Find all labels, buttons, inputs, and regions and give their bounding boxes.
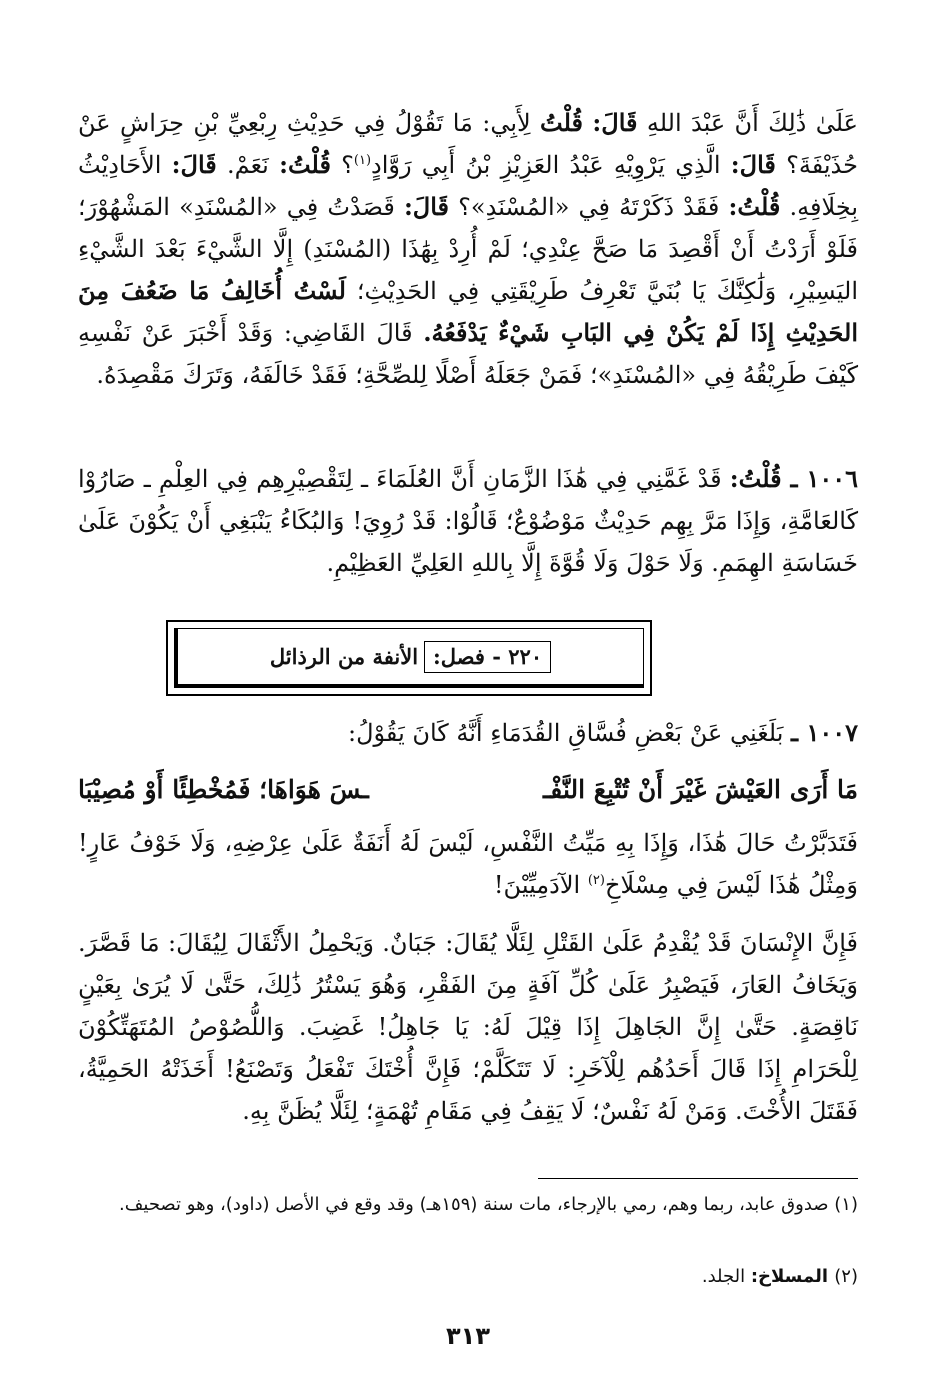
speaker-marker: قُلْتُ (540, 108, 584, 137)
section-heading-inner (174, 628, 644, 688)
paragraph-2: ١٠٠٦ ـ قُلْتُ: قَدْ غَمَّنِي فِي هَٰذَا الزَّمَانِ أَنَّ العُلَمَاءَ ـ لِتَقْصِيْرِهِم فِي العِلْمِ ـ صَارُوْا كَالعَامَّةِ، وَإِذَا مَرَّ بِهِم حَدِيْثٌ مَوْضُوْعٌ؛ قَالُوْا: قَدْ رُوِيَ! وَالبُكَاءُ يَنْبَغِي أَنْ يَكُوْنَ عَلَىٰ خَسَاسَةِ الهِمَمِ. وَلَا حَوْلَ وَلَا قُوَّةَ إِلَّا بِاللهِ العَلِيِّ العَظِيْمِ. (78, 464, 859, 577)
speaker-marker: قُلْتُ: (279, 150, 331, 179)
paragraph-3: ١٠٠٧ ـ بَلَغَنِي عَنْ بَعْضِ فُسَّاقِ القُدَمَاءِ أَنَّهُ كَانَ يَقُوْلُ: (348, 718, 858, 747)
footnote-divider (538, 1178, 858, 1179)
footnote-ref-1[interactable]: (١) (353, 153, 372, 168)
paragraph-4: فَتَدَبَّرْتُ حَالَ هَٰذَا، وَإِذَا بِهِ مَيِّتُ النَّفْسِ، لَيْسَ لَهُ أَنَفَةٌ عَلَىٰ عِرْضِهِ، وَلَا خَوْفُ عَارٍ! وَمِثْلُ هَٰذَا لَيْسَ فِي مِسْلَاخِ$^{(٢)}$ الآدَمِيِّيْنَ! (78, 829, 859, 899)
footnote-1: (١) صدوق عابد، ربما وهم، رمي بالإرجاء، مات سنة (١٥٩هـ) وقد وقع في الأصل (داود)، وهو تصحيف. (119, 1194, 858, 1215)
speaker-marker: قُلْتُ: (729, 464, 791, 493)
section-number: ٢٢٠ - فصل: (424, 641, 551, 673)
section-heading-box (166, 620, 652, 696)
speaker-marker: قَالَ: (171, 150, 217, 179)
verse-hemistich-2: ـسَ هَوَاهَا؛ فَمُخْطِئًا أَوْ مُصِيْبَا (78, 775, 369, 804)
speaker-marker: قَالَ: (730, 150, 776, 179)
page-number: ٣١٣ (446, 1322, 490, 1350)
item-number: ١٠٠٧ ـ (791, 718, 858, 747)
speaker-marker: قَالَ: (403, 192, 450, 221)
footnote-term: المسلاخ: (750, 1266, 835, 1287)
paragraph-5: فَإِنَّ الإِنْسَانَ قَدْ يُقْدِمُ عَلَىٰ القَتْلِ لِئَلَّا يُقَالَ: جَبَانٌ. وَيَحْمِلُ الأَثْقَالَ لِيُقَالَ: مَا قَصَّرَ. وَيَخَافُ العَارَ، فَيَصْبِرُ عَلَىٰ كُلِّ آفَةٍ مِنَ الفَقْرِ، وَهُوَ يَسْتُرُ ذَٰلِكَ، حَتَّىٰ لَا يُرَىٰ بِعَيْنٍ نَاقِصَةٍ. حَتَّىٰ إِنَّ الجَاهِلَ إِذَا قِيْلَ لَهُ: يَا جَاهِلُ! غَضِبَ. وَاللُّصُوْصُ المُتَهَتِّكُوْنَ لِلْحَرَامِ إِذَا قَالَ أَحَدُهُم لِلْآخَرِ: لَا تَتَكَلَّمْ؛ فَإِنَّ أُخْتَكَ تَفْعَلُ وَتَصْنَعُ! أَخَذَتْهُ الحَمِيَّةُ، فَقَتَلَ الأُخْتَ. وَمَنْ لَهُ نَفْسٌ؛ لَا يَقِفُ فِي مَقَامِ تُهْمَةٍ؛ لِئَلَّا يُظَنَّ بِهِ. (78, 929, 858, 1125)
section-title: الأنفة من الرذائل (269, 644, 419, 669)
footnote-2: (٢) المسلاخ: الجلد. (701, 1266, 858, 1287)
footnote-ref-2[interactable]: (٢) (587, 873, 605, 888)
bold-quote: لَسْتُ أُخَالِفُ مَا ضَعُفَ مِنَ الحَدِيْثِ إِذَا لَمْ يَكُنْ فِي البَابِ شَيْءٌ يَدْفَعُهُ. (78, 276, 858, 347)
poetry-verse (78, 768, 858, 812)
paragraph-1: عَلَىٰ ذَٰلِكَ أَنَّ عَبْدَ اللهِ قَالَ: قُلْتُ لِأَبِي: مَا تَقُوْلُ فِي حَدِيْثِ رِبْعِيِّ بْنِ حِرَاشٍ عَنْ حُذَيْفَةَ؟ قَالَ: الَّذِي يَرْوِيْهِ عَبْدُ العَزِيْزِ بْنُ أَبِي رَوَّادٍ$^{(١)}$؟ قُلْتُ: نَعَمْ. قَالَ: الأَحَادِيْثُ بِخِلَافِهِ. قُلْتُ: فَقَدْ ذَكَرْتَهُ فِي «المُسْنَدِ»؟ قَالَ: قَصَدْتُ فِي «المُسْنَدِ» المَشْهُوْرَ؛ فَلَوْ أَرَدْتُ أَنْ أَقْصِدَ مَا صَحَّ عِنْدِي؛ لَمْ أُرِدْ بِهَٰذَا (المُسْنَدِ) إِلَّا الشَّيْءَ بَعْدَ الشَّيْءِ اليَسِيْرِ، وَلَٰكِنَّكَ يَا بُنَيَّ تَعْرِفُ طَرِيْقَتِي فِي الحَدِيْثِ؛ لَسْتُ أُخَالِفُ مَا ضَعُفَ مِنَ الحَدِيْثِ إِذَا لَمْ يَكُنْ فِي البَابِ شَيْءٌ يَدْفَعُهُ. قَالَ القَاضِي: وَقَدْ أَخْبَرَ عَنْ نَفْسِهِ كَيْفَ طَرِيْقُهُ فِي «المُسْنَدِ»؛ فَمَنْ جَعَلَهُ أَصْلًا لِلصِّحَّةِ؛ فَقَدْ خَالَفَهُ، وَتَرَكَ مَقْصِدَهُ. (78, 108, 858, 389)
speaker-marker: قُلْتُ: (728, 192, 781, 221)
item-number: ١٠٠٦ ـ (790, 464, 859, 493)
speaker-marker: قَالَ: (592, 108, 638, 137)
verse-hemistich-1: مَا أَرَى العَيْشَ غَيْرَ أَنْ تُتْبِعَ النَّفْـ (542, 775, 858, 804)
